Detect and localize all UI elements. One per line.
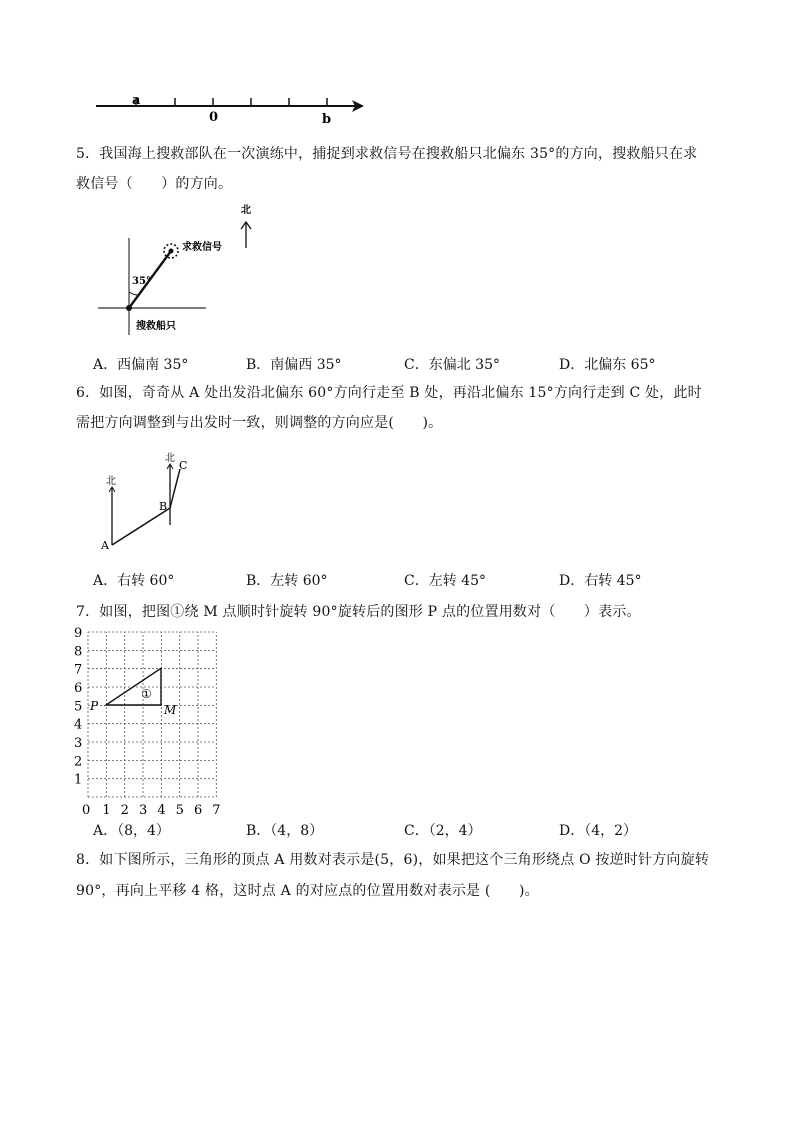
y-tick-label: 2 [74,754,83,770]
y-tick-label: 5 [74,699,83,715]
x-tick-label: 6 [193,803,203,818]
q8-text-line2: 90°，再向上平移 4 格，这时点 A 的对应点的位置用数对表示是 ( )。 [76,883,539,899]
q7-option-a[interactable]: A．（8，4） [93,823,170,839]
q5-option-d[interactable]: D．北偏东 65° [559,357,656,373]
q5-text-line2: 救信号（ ）的方向。 [76,176,233,192]
path-a-b [112,508,170,545]
q7-option-c[interactable]: C．（2，4） [404,823,482,839]
y-tick-label: 1 [74,772,83,788]
q6-text-line2: 需把方向调整到与出发时一致，则调整的方向应是( )。 [76,415,443,431]
signal-icon [169,249,174,254]
north-label-b: 北 [165,453,175,464]
signal-label: 求救信号 [182,242,222,253]
q8-text-line1: 8．如下图所示，三角形的顶点 A 用数对表示是(5，6)，如果把这个三角形绕点 O 按逆时针方向旋转 [76,852,710,868]
point-a-label: A [101,539,109,552]
number-line-figure [90,88,380,128]
y-tick-label: 8 [74,644,83,660]
q6-option-c[interactable]: C．左转 45° [404,573,486,589]
y-tick-label: 4 [74,717,83,733]
q6-option-b[interactable]: B．左转 60° [246,573,328,589]
x-tick-label: 3 [138,803,148,818]
q7-option-d[interactable]: D．（4，2） [559,823,638,839]
north-label: 北 [241,205,251,216]
y-tick-label: 3 [74,736,83,752]
x-ticks [82,803,221,818]
x-tick-label: 7 [212,803,221,818]
angle-label: 35° [132,276,151,287]
number-line-label-a: a [132,93,141,108]
number-line-label-b: b [322,112,332,127]
q7-text-line1: 7．如图，把图①绕 M 点顺时针旋转 90°旋转后的图形 P 点的位置用数对（ ）表示。 [76,604,641,620]
x-tick-label: 4 [157,803,166,818]
path-b-c [170,469,180,508]
q5-figure [96,200,266,345]
x-tick-label: 0 [82,803,91,818]
number-line-label-0: 0 [209,110,219,125]
north-label-a: 北 [106,476,116,487]
q5-option-b[interactable]: B．南偏西 35° [246,357,342,373]
q6-option-a[interactable]: A．右转 60° [93,573,175,589]
q5-option-a[interactable]: A．西偏南 35° [93,357,189,373]
x-tick-label: 2 [120,803,129,818]
point-b-label: B [159,500,168,513]
q7-grid-figure [72,625,232,820]
point-c-label: C [179,459,188,472]
q5-text-line1: 5．我国海上搜救部队在一次演练中，捕捉到求救信号在搜救船只北偏东 35°的方向，搜救船只在求 [76,146,698,162]
point-p-label: P [90,699,99,713]
point-m-label: M [164,703,177,717]
q6-figure [96,450,206,555]
q6-text-line1: 6．如图，奇奇从 A 处出发沿北偏东 60°方向行走至 B 处，再沿北偏东 15°方向行走到 C 处，此时 [76,385,702,401]
grid-lines [88,632,216,797]
x-tick-label: 1 [102,803,111,818]
y-tick-label: 9 [74,626,83,642]
x-tick-label: 5 [175,803,184,818]
y-tick-label: 7 [74,662,83,678]
q5-option-c[interactable]: C．东偏北 35° [404,357,500,373]
y-tick-label: 6 [74,681,83,697]
q6-option-d[interactable]: D．右转 45° [559,573,642,589]
shape-label: ① [141,687,152,701]
y-ticks [74,626,82,788]
q7-option-b[interactable]: B．（4，8） [246,823,324,839]
ship-label: 搜救船只 [136,321,176,332]
